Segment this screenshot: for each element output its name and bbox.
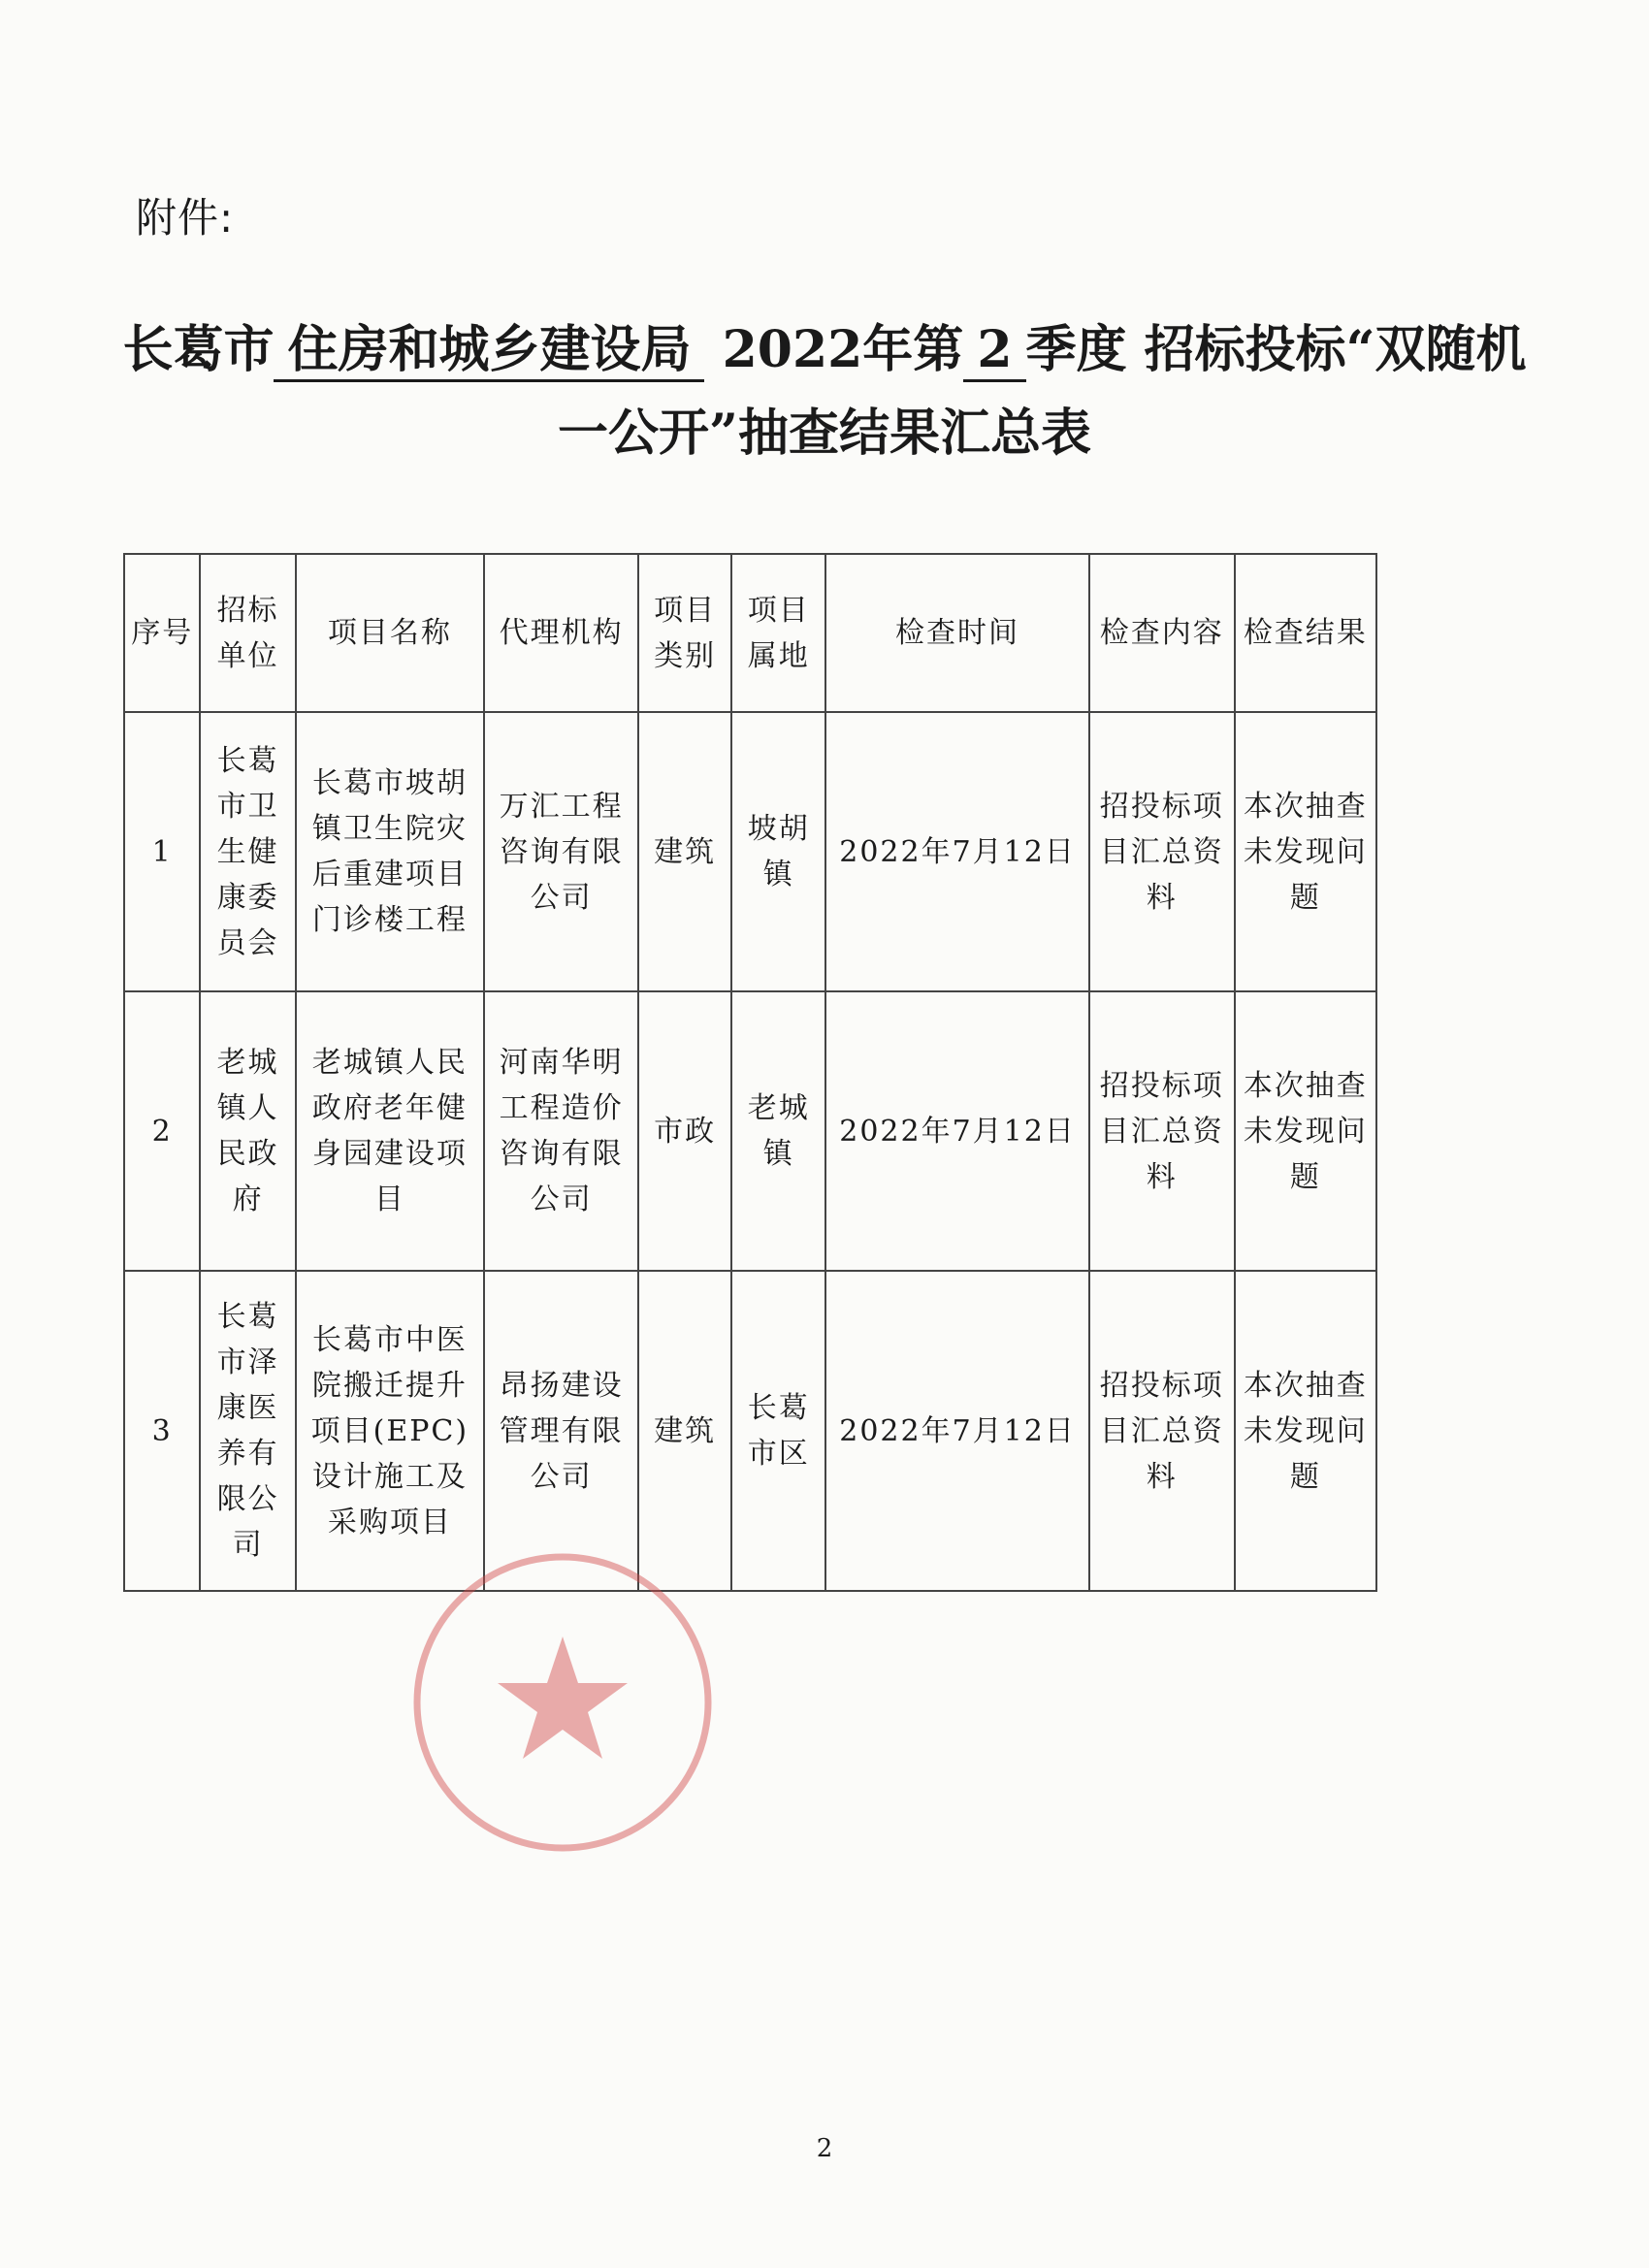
col-header-unit: 招标单位	[200, 554, 295, 712]
col-header-location: 项目属地	[731, 554, 825, 712]
title-quarter-suffix: 季度	[1025, 320, 1127, 379]
cell-unit: 老城镇人民政府	[200, 991, 295, 1271]
title-year: 2022年第	[722, 320, 964, 379]
table-row	[124, 1271, 1376, 1591]
cell-agency: 河南华明工程造价咨询有限公司	[484, 991, 638, 1271]
title-line2: 一公开”抽查结果汇总表	[558, 404, 1091, 463]
title-department: 住房和城乡建设局	[274, 321, 704, 382]
table-row	[124, 712, 1376, 991]
summary-table	[123, 553, 1377, 1592]
col-header-content: 检查内容	[1089, 554, 1235, 712]
cell-category: 建筑	[638, 712, 731, 991]
cell-category: 建筑	[638, 1271, 731, 1591]
cell-result: 本次抽查未发现问题	[1235, 712, 1376, 991]
cell-date: 2022年7月12日	[825, 1271, 1089, 1591]
title-city: 长葛市	[122, 320, 275, 379]
cell-unit: 长葛市泽康医养有限公司	[200, 1271, 295, 1591]
col-header-project: 项目名称	[296, 554, 484, 712]
col-header-date: 检查时间	[825, 554, 1089, 712]
cell-agency: 万汇工程咨询有限公司	[484, 712, 638, 991]
cell-agency: 昂扬建设管理有限公司	[484, 1271, 638, 1591]
cell-result: 本次抽查未发现问题	[1235, 1271, 1376, 1591]
cell-content: 招投标项目汇总资料	[1089, 712, 1235, 991]
cell-location: 老城镇	[731, 991, 825, 1271]
cell-unit: 长葛市卫生健康委员会	[200, 712, 295, 991]
title-topic: 招标投标“双随机	[1144, 320, 1527, 379]
table-header-row	[124, 554, 1376, 712]
cell-no: 2	[124, 991, 200, 1271]
cell-date: 2022年7月12日	[825, 712, 1089, 991]
cell-category: 市政	[638, 991, 731, 1271]
cell-project: 老城镇人民政府老年健身园建设项目	[296, 991, 484, 1271]
col-header-no: 序号	[124, 554, 200, 712]
cell-no: 1	[124, 712, 200, 991]
document-title	[116, 308, 1533, 475]
attachment-label: 附件:	[136, 194, 235, 242]
cell-no: 3	[124, 1271, 200, 1591]
cell-project: 长葛市坡胡镇卫生院灾后重建项目门诊楼工程	[296, 712, 484, 991]
cell-date: 2022年7月12日	[825, 991, 1089, 1271]
cell-result: 本次抽查未发现问题	[1235, 991, 1376, 1271]
cell-project: 长葛市中医院搬迁提升项目(EPC)设计施工及采购项目	[296, 1271, 484, 1591]
table-row	[124, 991, 1376, 1271]
col-header-category: 项目类别	[638, 554, 731, 712]
col-header-result: 检查结果	[1235, 554, 1376, 712]
cell-content: 招投标项目汇总资料	[1089, 991, 1235, 1271]
cell-location: 坡胡镇	[731, 712, 825, 991]
cell-location: 长葛市区	[731, 1271, 825, 1591]
title-quarter: 2	[963, 321, 1025, 382]
cell-content: 招投标项目汇总资料	[1089, 1271, 1235, 1591]
official-seal-icon	[407, 1547, 718, 1858]
col-header-agency: 代理机构	[484, 554, 638, 712]
page-number: 2	[816, 2134, 833, 2163]
